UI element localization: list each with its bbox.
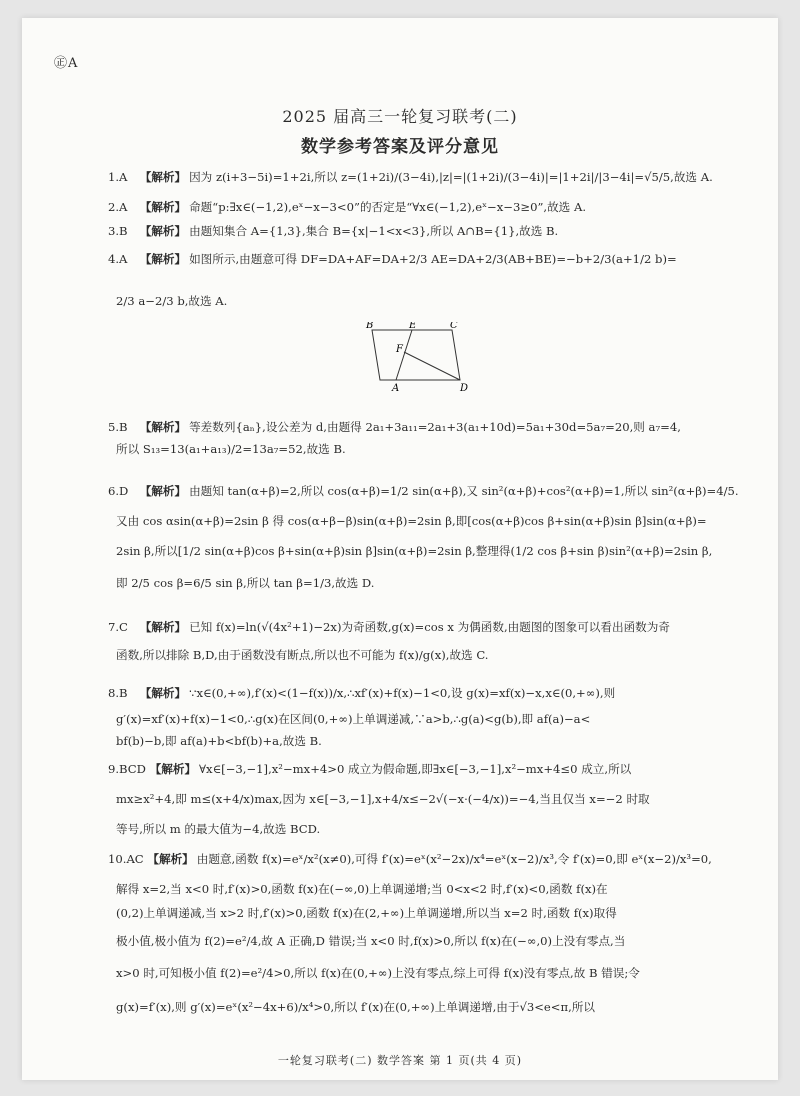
question-number: 9.BCD — [108, 762, 146, 776]
answer-text: 2/3 a−2/3 b,故选 A. — [116, 294, 228, 308]
answer-line — [108, 792, 756, 807]
answer-sheet-page — [22, 18, 778, 1080]
answer-line — [108, 576, 756, 591]
answer-line — [108, 200, 748, 215]
question-number: 4.A — [108, 252, 128, 266]
question-number: 2.A — [108, 200, 128, 214]
answer-text: 如图所示,由题意可得 DF=DA+AF=DA+2/3 AE=DA+2/3(AB+BE)=−b+2/3(a+1/2 b)= — [189, 252, 677, 266]
answer-line — [108, 712, 756, 727]
segment-df — [404, 352, 460, 380]
question-number: 6.D — [108, 484, 129, 498]
analysis-tag: 【解析】 — [139, 252, 187, 266]
question-number: 3.B — [108, 224, 128, 238]
answer-line — [108, 1000, 756, 1015]
corner-mark: ㊣A — [54, 56, 79, 71]
answer-text: 函数,所以排除 B,D,由于函数没有断点,所以也不可能为 f(x)/g(x),故选 C. — [116, 648, 489, 662]
label-b: B — [366, 322, 374, 331]
answer-line — [108, 420, 748, 435]
answer-text: 等号,所以 m 的最大值为−4,故选 BCD. — [116, 822, 321, 836]
answer-text: ∵x∈(0,+∞),f′(x)<(1−f(x))/x,∴xf′(x)+f(x)−1<0,设 g(x)=xf(x)−x,x∈(0,+∞),则 — [189, 686, 616, 700]
answer-text: 即 2/5 cos β=6/5 sin β,所以 tan β=1/3,故选 D. — [116, 576, 375, 590]
analysis-tag: 【解析】 — [139, 484, 187, 498]
answer-line — [108, 294, 756, 309]
analysis-tag: 【解析】 — [139, 620, 187, 634]
answer-line — [108, 762, 748, 777]
answer-line — [108, 882, 756, 897]
answer-text: x>0 时,可知极小值 f(2)=e²/4>0,所以 f(x)在(0,+∞)上没有零点,综上可得 f(x)没有零点,故 B 错误;令 — [116, 966, 640, 980]
answer-line — [108, 648, 756, 663]
analysis-tag: 【解析】 — [139, 224, 187, 238]
answer-line — [108, 734, 756, 749]
question-number: 10.AC — [108, 852, 144, 866]
answer-line — [108, 934, 756, 949]
analysis-tag: 【解析】 — [139, 200, 187, 214]
answer-text: ∀x∈[−3,−1],x²−mx+4>0 成立为假命题,即∃x∈[−3,−1],x²−mx+4≤0 成立,所以 — [199, 762, 632, 776]
analysis-tag: 【解析】 — [139, 420, 187, 434]
answer-line — [108, 514, 756, 529]
answer-text: 2sin β,所以[1/2 sin(α+β)cos β+sin(α+β)sin β]sin(α+β)=2sin β,整理得(1/2 cos β+sin β)sin²(α+β)=2sin β, — [116, 544, 713, 558]
answer-text: g(x)=f′(x),则 g′(x)=eˣ(x²−4x+6)/x⁴>0,所以 f′(x)在(0,+∞)上单调递增,由于√3<e<π,所以 — [116, 1000, 595, 1014]
answer-line — [108, 224, 748, 239]
answer-text: 因为 z(i+3−5i)=1+2i,所以 z=(1+2i)/(3−4i),|z|=|(1+2i)/(3−4i)|=|1+2i|/|3−4i|=√5/5,故选 A. — [189, 170, 713, 184]
question-number: 8.B — [108, 686, 128, 700]
parallelogram-figure — [360, 322, 470, 392]
answer-line — [108, 906, 756, 921]
answer-line — [108, 442, 756, 457]
answer-text: 极小值,极小值为 f(2)=e²/4,故 A 正确,D 错误;当 x<0 时,f(x)>0,所以 f(x)在(−∞,0)上没有零点,当 — [116, 934, 626, 948]
document-subtitle: 数学参考答案及评分意见 — [301, 137, 499, 157]
question-number: 7.C — [108, 620, 128, 634]
answer-line — [108, 686, 748, 701]
answer-text: g′(x)=xf′(x)+f(x)−1<0,∴g(x)在区间(0,+∞)上单调递减,∵a>b,∴g(a)<g(b),即 af(a)−a< — [116, 712, 591, 726]
answer-text: 已知 f(x)=ln(√(4x²+1)−2x)为奇函数,g(x)=cos x 为偶函数,由题图的图象可以看出函数为奇 — [189, 620, 670, 634]
analysis-tag: 【解析】 — [149, 762, 197, 776]
label-a: A — [392, 383, 400, 392]
answer-line — [108, 544, 756, 559]
label-e: E — [409, 322, 417, 331]
answer-text: 由题知集合 A={1,3},集合 B={x|−1<x<3},所以 A∩B={1},故选 B. — [189, 224, 559, 238]
answer-line — [108, 170, 748, 185]
answer-text: 解得 x=2,当 x<0 时,f′(x)>0,函数 f(x)在(−∞,0)上单调递增;当 0<x<2 时,f′(x)<0,函数 f(x)在 — [116, 882, 608, 896]
answer-line — [108, 852, 748, 867]
analysis-tag: 【解析】 — [139, 170, 187, 184]
answer-line — [108, 252, 748, 267]
answer-text: 等差数列{aₙ},设公差为 d,由题得 2a₁+3a₁₁=2a₁+3(a₁+10d)=5a₁+30d=5a₇=20,则 a₇=4, — [189, 420, 681, 434]
answer-line — [108, 822, 756, 837]
answer-text: 由题意,函数 f(x)=eˣ/x²(x≠0),可得 f′(x)=eˣ(x²−2x)/x⁴=eˣ(x−2)/x³,令 f′(x)=0,即 eˣ(x−2)/x³=0, — [196, 852, 712, 866]
document-title: 2025 届高三一轮复习联考(二) — [282, 107, 518, 126]
page-footer: 一轮复习联考(二) 数学答案 第 1 页(共 4 页) — [277, 1054, 523, 1067]
answer-text: 命题“p:∃x∈(−1,2),eˣ−x−3<0”的否定是“∀x∈(−1,2),eˣ−x−3≥0”,故选 A. — [189, 200, 587, 214]
analysis-tag: 【解析】 — [139, 686, 187, 700]
answer-text: bf(b)−b,即 af(a)+b<bf(b)+a,故选 B. — [116, 734, 322, 748]
answer-text: (0,2)上单调递减,当 x>2 时,f′(x)>0,函数 f(x)在(2,+∞)上单调递增,所以当 x=2 时,函数 f(x)取得 — [116, 906, 617, 920]
answer-text: mx≥x²+4,即 m≤(x+4/x)max,因为 x∈[−3,−1],x+4/x≤−2√(−x·(−4/x))=−4,当且仅当 x=−2 时取 — [116, 792, 650, 806]
answer-line — [108, 966, 756, 981]
answer-line — [108, 484, 748, 499]
label-f: F — [396, 344, 403, 355]
label-d: D — [460, 383, 469, 392]
analysis-tag: 【解析】 — [147, 852, 194, 866]
question-number: 5.B — [108, 420, 128, 434]
parallelogram-abcd — [372, 330, 460, 380]
question-number: 1.A — [108, 170, 128, 184]
answer-text: 所以 S₁₃=13(a₁+a₁₃)/2=13a₇=52,故选 B. — [116, 442, 346, 456]
answer-text: 又由 cos αsin(α+β)=2sin β 得 cos(α+β−β)sin(α+β)=2sin β,即[cos(α+β)cos β+sin(α+β)sin β]sin(α+β)= — [116, 514, 707, 528]
answer-text: 由题知 tan(α+β)=2,所以 cos(α+β)=1/2 sin(α+β),又 sin²(α+β)+cos²(α+β)=1,所以 sin²(α+β)=4/5. — [189, 484, 739, 498]
label-c: C — [450, 322, 458, 331]
answer-line — [108, 620, 748, 635]
